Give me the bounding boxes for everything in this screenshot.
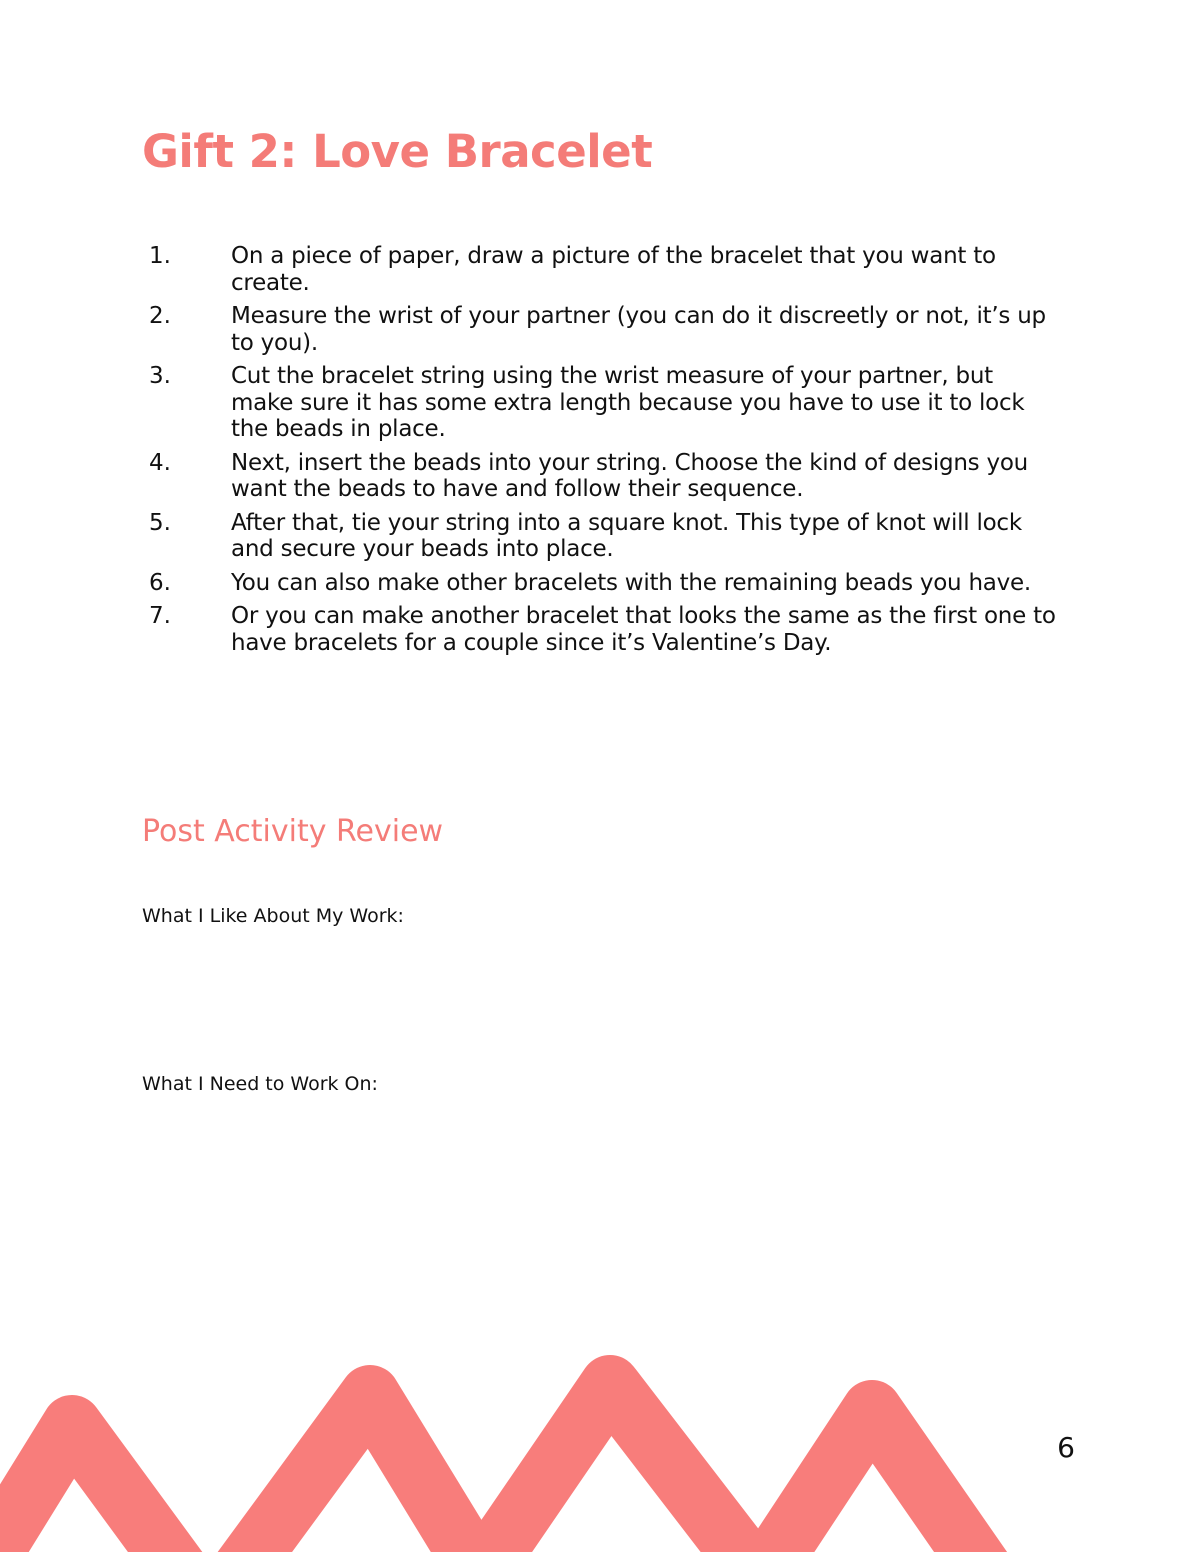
step-text: On a piece of paper, draw a picture of the bracelet that you want to create. bbox=[231, 243, 996, 296]
like-about-work-prompt: What I Like About My Work: bbox=[142, 905, 404, 927]
step-text: Cut the bracelet string using the wrist measure of your partner, but make sure it has some extra length because you have to use it to lock the beads in place. bbox=[231, 363, 1025, 442]
step-text: You can also make other bracelets with the remaining beads you have. bbox=[231, 569, 1031, 596]
review-heading: Post Activity Review bbox=[142, 814, 444, 849]
list-item bbox=[140, 570, 1060, 597]
page-number: 6 bbox=[1057, 1431, 1075, 1464]
instruction-steps-list bbox=[140, 243, 1060, 663]
step-number: 4. bbox=[149, 449, 171, 476]
list-item bbox=[140, 363, 1060, 443]
step-text: Measure the wrist of your partner (you can do it discreetly or not, it’s up to you). bbox=[231, 303, 1046, 356]
list-item bbox=[140, 243, 1060, 296]
zigzag-wave-icon bbox=[0, 1385, 990, 1552]
step-text: Next, insert the beads into your string. Choose the kind of designs you want the beads to have and follow their sequence. bbox=[231, 449, 1028, 502]
need-to-work-on-prompt: What I Need to Work On: bbox=[142, 1073, 378, 1095]
step-text: After that, tie your string into a square knot. This type of knot will lock and secure your beads into place. bbox=[231, 509, 1022, 562]
step-text: Or you can make another bracelet that looks the same as the first one to have bracelets for a couple since it’s Valentine’s Day. bbox=[231, 603, 1056, 656]
step-number: 6. bbox=[149, 569, 171, 596]
step-number: 7. bbox=[149, 603, 171, 629]
page-title: Gift 2: Love Bracelet bbox=[142, 125, 653, 178]
list-item bbox=[140, 450, 1060, 503]
list-item bbox=[140, 510, 1060, 563]
step-number: 3. bbox=[149, 363, 171, 389]
step-number: 1. bbox=[149, 243, 171, 269]
step-number: 2. bbox=[149, 303, 171, 329]
list-item bbox=[140, 303, 1060, 356]
list-item bbox=[140, 603, 1060, 656]
step-number: 5. bbox=[149, 509, 171, 536]
